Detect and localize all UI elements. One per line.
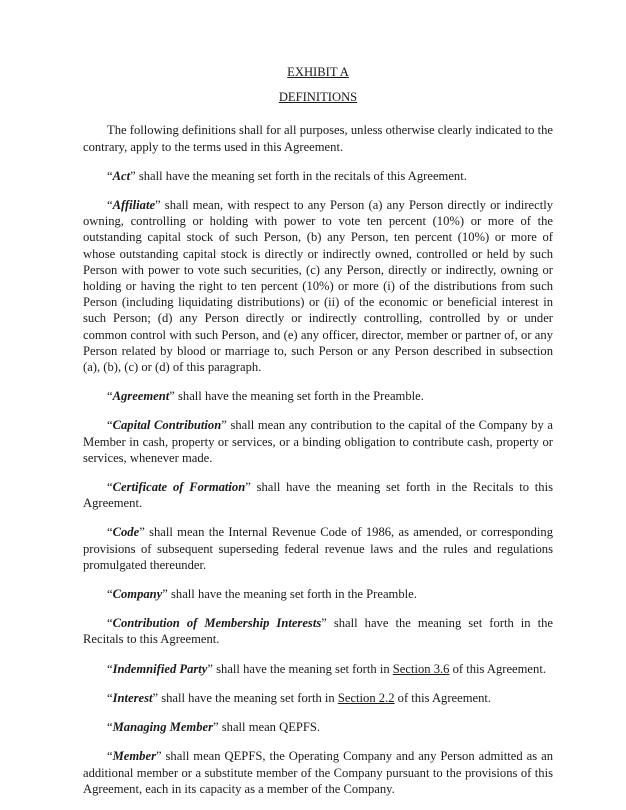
term-agreement: Agreement xyxy=(112,389,170,404)
definition-indemnified-party: “Indemnified Party” shall have the meaning set forth in Section 3.6 of this Agreement. xyxy=(107,661,546,676)
term-member: Member xyxy=(112,749,156,764)
definition-interest-tail: of this Agreement. xyxy=(394,690,492,705)
term-certificate-of-formation: Certificate of Formation xyxy=(112,480,246,495)
term-interest: Interest xyxy=(112,690,153,705)
term-indemnified-party: Indemnified Party xyxy=(112,661,208,676)
definition-contribution-of-membership-interests-text: ” shall have the meaning set forth in the Recitals to this Agreement. xyxy=(83,616,553,647)
term-code: Code xyxy=(112,525,140,540)
exhibit-heading: EXHIBIT A xyxy=(287,65,349,79)
definition-interest: “Interest” shall have the meaning set forth in Section 2.2 of this Agreement. xyxy=(107,690,492,705)
definition-capital-contribution-text: ” shall mean any contribution to the capital of the Company by a Member in cash, property or services, or a binding obligation to contribute cash, property or services, whenever made. xyxy=(83,418,553,465)
definition-agreement-text: ” shall have the meaning set forth in the Preamble. xyxy=(169,389,424,404)
definition-code-text: ” shall mean the Internal Revenue Code of 1986, as amended, or corresponding provisions of subsequent superseding federal revenue laws and the rules and regulations promulgated thereunder. xyxy=(83,525,553,572)
definition-agreement: “Agreement” shall have the meaning set forth in the Preamble. xyxy=(107,389,424,404)
term-capital-contribution: Capital Contribution xyxy=(112,418,222,433)
definition-managing-member: “Managing Member” shall mean QEPFS. xyxy=(107,720,321,735)
definition-member-text: ” shall mean QEPFS, the Operating Company and any Person admitted as an additional member or a substitute member of the Company pursuant to the provisions of this Agreement, each in its capacity as a member of the Company. xyxy=(83,749,553,796)
term-contribution-of-membership-interests: Contribution of Membership Interests xyxy=(112,616,322,631)
definition-contribution-of-membership-interests: “Contribution of Membership Interests” shall have the meaning set forth in the Recitals to this Agreement. xyxy=(83,616,553,647)
definitions-heading: DEFINITIONS xyxy=(278,90,358,105)
term-affiliate: Affiliate xyxy=(112,198,156,213)
definition-company-text: ” shall have the meaning set forth in the Preamble. xyxy=(162,587,417,602)
definition-indemnified-party-tail: of this Agreement. xyxy=(449,661,546,676)
term-company: Company xyxy=(112,587,163,602)
definition-act-text: ” shall have the meaning set forth in the recitals of this Agreement. xyxy=(130,168,467,183)
definition-code: “Code” shall mean the Internal Revenue Code of 1986, as amended, or corresponding provisions of subsequent superseding federal revenue laws and the rules and regulations promulgated thereunder. xyxy=(83,525,553,572)
definition-member: “Member” shall mean QEPFS, the Operating Company and any Person admitted as an additional member or a substitute member of the Company pursuant to the provisions of this Agreement, each in its capacity as a member of the Company. xyxy=(83,749,553,796)
definition-capital-contribution: “Capital Contribution” shall mean any contribution to the capital of the Company by a Member in cash, property or services, or a binding obligation to contribute cash, property or services, whenever made. xyxy=(83,418,553,465)
definition-certificate-of-formation: “Certificate of Formation” shall have the meaning set forth in the Recitals to this Agreement. xyxy=(83,480,553,511)
definition-company: “Company” shall have the meaning set forth in the Preamble. xyxy=(107,587,417,602)
section-reference-link: Section 2.2 xyxy=(337,690,395,705)
definition-certificate-of-formation-text: ” shall have the meaning set forth in the Recitals to this Agreement. xyxy=(83,480,553,511)
definition-affiliate: “Affiliate” shall mean, with respect to any Person (a) any Person directly or indirectly owning, controlling or holding with power to vote ten percent (10%) or more of the outstanding capital stock of such Person, (b) any Person, ten percent (10%) or more of whose outstanding capital stock is directly or indirectly owned, controlled or held by such Person with power to vote such securities, (c) any Person, directly or indirectly, owning or holding or having the right to ten percent (10%) or more (i) of the distributions from such Person (including liquidating distributions) or (ii) of the economic or beneficial interest in such Person; (d) any Person directly or indirectly controlling, controlled by or under common control with such Person, and (e) any officer, director, member or partner of, or any Person related by blood or marriage to, such Person or any Person described in subsection (a), (b), (c) or (d) of this paragraph. xyxy=(83,198,553,375)
definition-managing-member-text: ” shall mean QEPFS. xyxy=(213,720,321,735)
intro-paragraph: The following definitions shall for all purposes, unless otherwise clearly indicated to the contrary, apply to the terms used in this Agreement. xyxy=(83,123,553,154)
definition-indemnified-party-text: ” shall have the meaning set forth in xyxy=(207,661,393,676)
term-managing-member: Managing Member xyxy=(112,720,214,735)
definition-act: “Act” shall have the meaning set forth in the recitals of this Agreement. xyxy=(107,168,467,183)
definition-affiliate-text: ” shall mean, with respect to any Person (a) any Person directly or indirectly owning, controlling or holding with power to vote ten percent (10%) or more of the outstanding capital stock of such Person, (b) any Person, ten percent (10%) or more of whose outstanding capital stock is directly or indirectly owned, controlled or held by such Person with power to vote such securities, (c) any Person, directly or indirectly, owning or holding or having the right to ten percent (10%) or more (i) of the distributions from such Person (including liquidating distributions) or (ii) of the economic or beneficial interest in such Person; (d) any Person directly or indirectly controlling, controlled by or under common control with such Person, and (e) any officer, director, member or partner of, or any Person related by blood or marriage to, such Person or any Person described in subsection (a), (b), (c) or (d) of this paragraph. xyxy=(83,198,553,375)
section-reference-link: Section 3.6 xyxy=(392,661,450,676)
term-act: Act xyxy=(112,168,131,183)
definition-interest-text: ” shall have the meaning set forth in xyxy=(152,690,338,705)
